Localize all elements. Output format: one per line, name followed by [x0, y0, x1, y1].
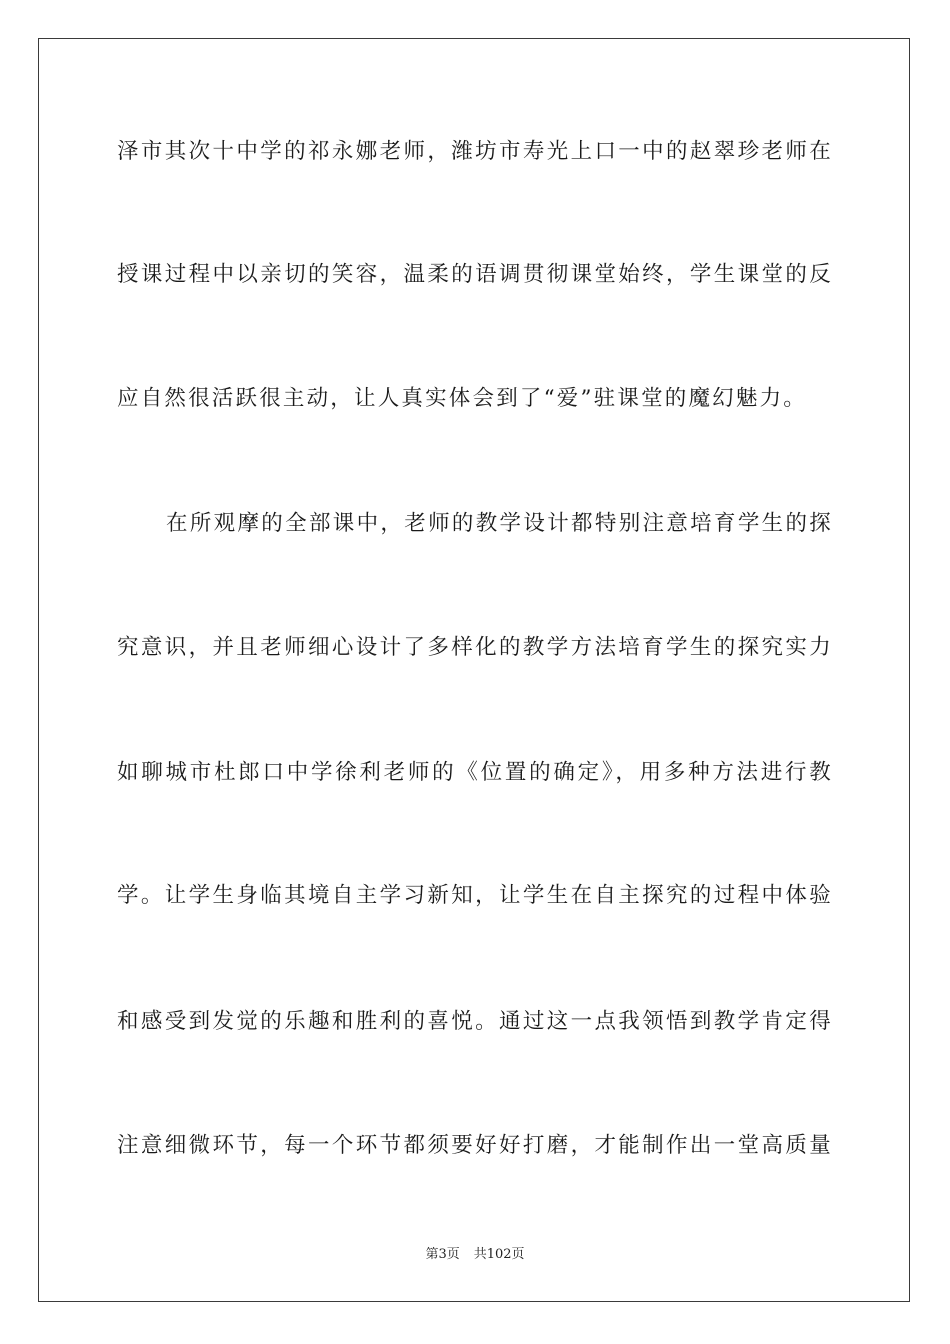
- paragraph-first-line: 在所观摩的全部课中，老师的教学设计都特别注意培育学生的探: [166, 511, 833, 536]
- page-number: 第3页: [425, 1247, 460, 1262]
- text-line: 授课过程中以亲切的笑容，温柔的语调贯彻课堂始终，学生课堂的反: [117, 262, 833, 287]
- page-total: 共102页: [473, 1247, 525, 1262]
- page-footer: [0, 1243, 950, 1262]
- page-border: [38, 38, 910, 1302]
- text-line: 究意识，并且老师细心设计了多样化的教学方法培育学生的探究实力: [117, 635, 833, 660]
- text-line: 如聊城市杜郎口中学徐利老师的《位置的确定》，用多种方法进行教: [117, 760, 833, 785]
- text-line: 应自然很活跃很主动，让人真实体会到了“爱”驻课堂的魔幻魅力。: [117, 386, 807, 411]
- text-line: 和感受到发觉的乐趣和胜利的喜悦。通过这一点我领悟到教学肯定得: [117, 1009, 833, 1034]
- text-line: 泽市其次十中学的祁永娜老师，潍坊市寿光上口一中的赵翠珍老师在: [117, 139, 833, 164]
- text-line: 学。让学生身临其境自主学习新知，让学生在自主探究的过程中体验: [117, 883, 833, 908]
- text-line: 注意细微环节，每一个环节都须要好好打磨，才能制作出一堂高质量: [117, 1133, 833, 1158]
